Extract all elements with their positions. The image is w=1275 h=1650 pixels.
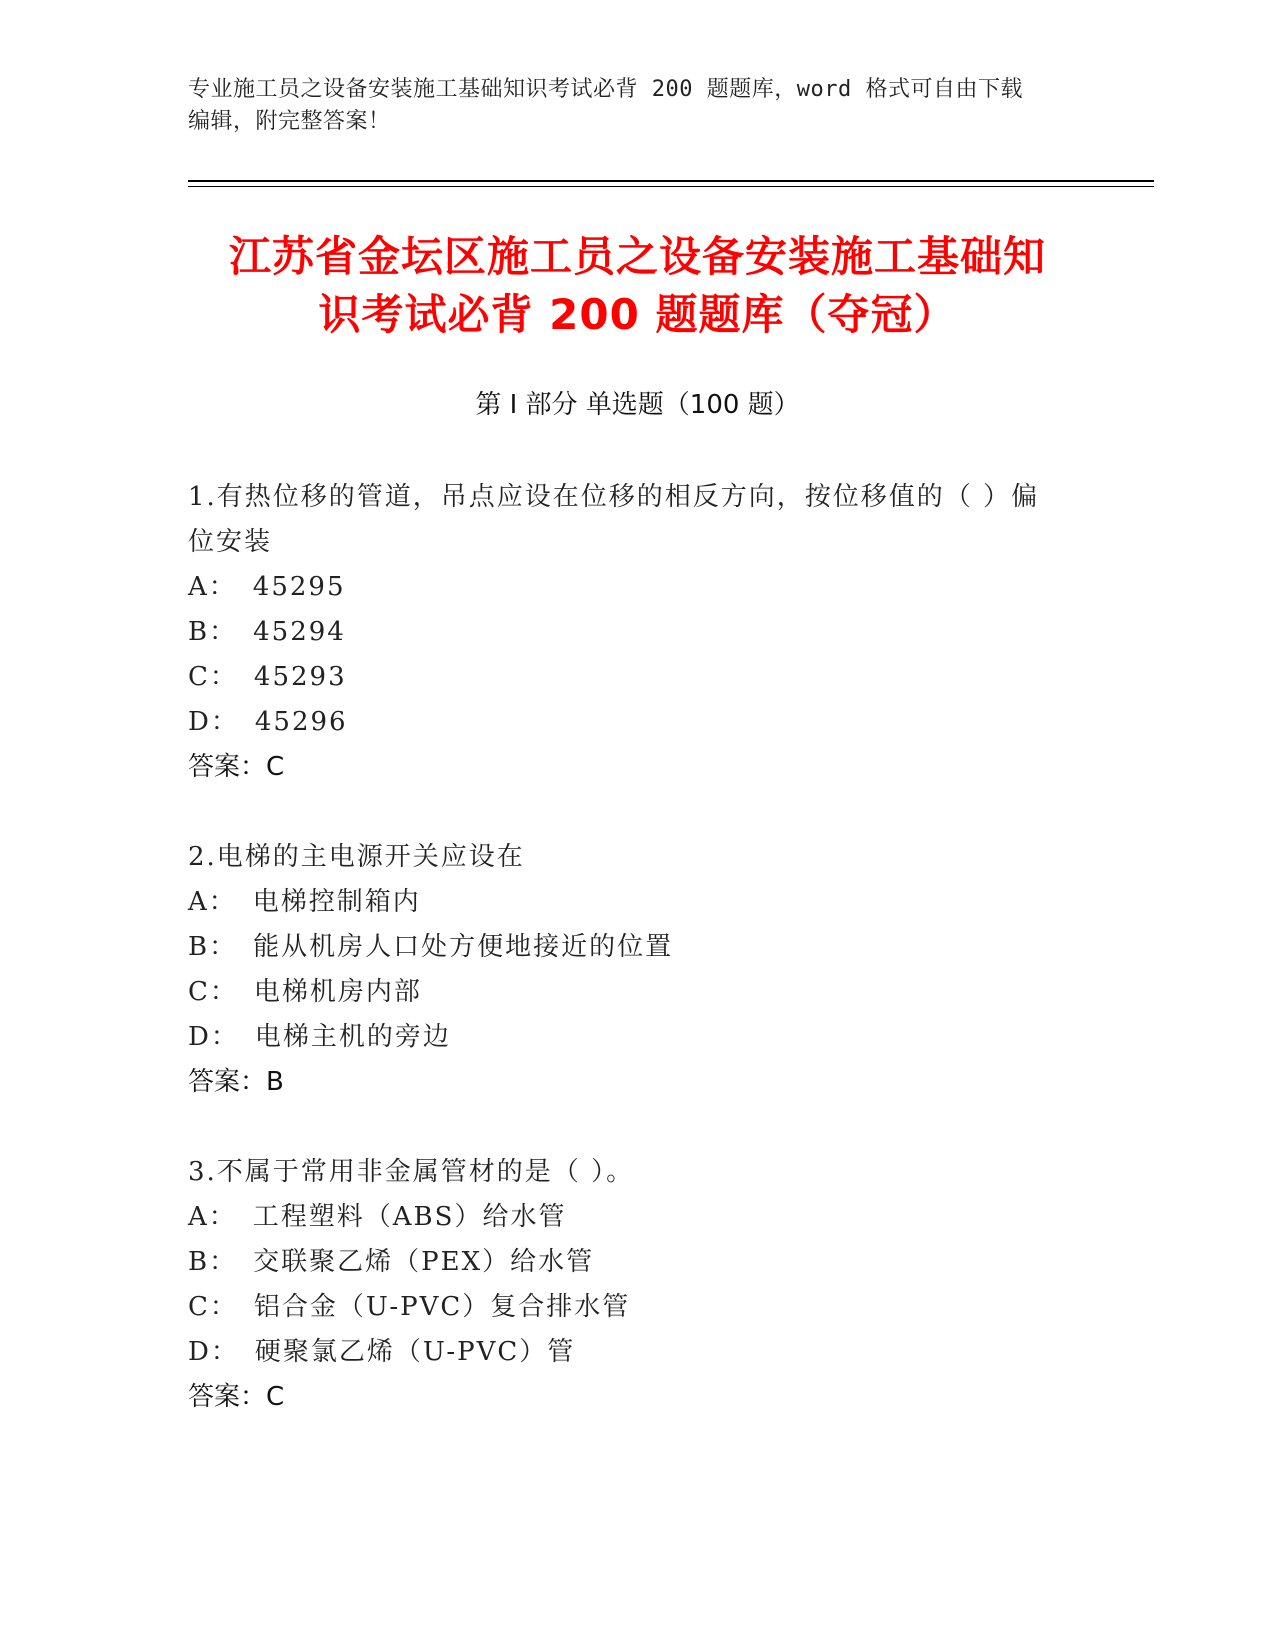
question-stem — [188, 475, 1088, 565]
option-d — [188, 1330, 1088, 1375]
answer-line: 答案：C — [188, 1382, 285, 1412]
question-stem — [188, 1150, 1088, 1195]
option-key: B： — [188, 1247, 238, 1277]
header-note-line-1: 专业施工员之设备安装施工基础知识考试必背 200 题题库，word 格式可自由下载 — [188, 77, 1023, 102]
option-key: A： — [188, 887, 237, 917]
option-key: D： — [188, 1022, 239, 1052]
option-key: A： — [188, 572, 237, 602]
option-text: 电梯主机的旁边 — [254, 1022, 451, 1052]
option-text: 工程塑料（ABS）给水管 — [252, 1202, 567, 1232]
question-stem-line-2: 位安装 — [188, 527, 273, 557]
option-key: C： — [188, 977, 238, 1007]
option-text: 能从机房人口处方便地接近的位置 — [253, 932, 674, 962]
option-text: 电梯控制箱内 — [252, 887, 421, 917]
option-a — [188, 565, 1088, 610]
header-note-line-2: 编辑，附完整答案！ — [188, 109, 391, 134]
option-text: 交联聚乙烯（PEX）给水管 — [253, 1247, 595, 1277]
header-rule-thin — [188, 186, 1154, 187]
option-key: D： — [188, 707, 239, 737]
option-a — [188, 1195, 1088, 1240]
option-key: C： — [188, 1292, 238, 1322]
document-title-line-1: 江苏省金坛区施工员之设备安装施工基础知 — [228, 232, 1046, 281]
option-text: 电梯机房内部 — [253, 977, 422, 1007]
answer-line: 答案：B — [188, 1067, 284, 1097]
header-note — [188, 74, 1088, 138]
option-d — [188, 700, 1088, 745]
option-c — [188, 970, 1088, 1015]
option-key: A： — [188, 1202, 237, 1232]
document-title-line-2: 识考试必背 200 题题库（夺冠） — [318, 290, 957, 339]
option-key: D： — [188, 1337, 239, 1367]
option-text: 45293 — [253, 662, 347, 692]
option-d — [188, 1015, 1088, 1060]
option-text: 硬聚氯乙烯（U-PVC）管 — [254, 1337, 576, 1367]
option-c — [188, 655, 1088, 700]
question-1 — [188, 475, 1088, 790]
option-b — [188, 925, 1088, 970]
option-text: 45296 — [254, 707, 348, 737]
question-list — [188, 475, 1088, 1465]
option-text: 45294 — [253, 617, 346, 647]
section-heading: 第 I 部分 单选题（100 题） — [475, 390, 800, 420]
option-key: B： — [188, 932, 238, 962]
header-rule-thick — [188, 180, 1154, 182]
option-key: C： — [188, 662, 238, 692]
option-c — [188, 1285, 1088, 1330]
question-3 — [188, 1150, 1088, 1420]
document-title — [150, 228, 1125, 344]
question-stem-line-1: 3.不属于常用非金属管材的是（ ）。 — [188, 1157, 635, 1187]
option-b — [188, 1240, 1088, 1285]
question-stem-line-1: 2.电梯的主电源开关应设在 — [188, 842, 525, 872]
option-text: 铝合金（U-PVC）复合排水管 — [253, 1292, 631, 1322]
question-2 — [188, 835, 1088, 1105]
option-key: B： — [188, 617, 238, 647]
answer-line: 答案：C — [188, 752, 285, 782]
option-b — [188, 610, 1088, 655]
option-text: 45295 — [252, 572, 346, 602]
option-a — [188, 880, 1088, 925]
question-stem — [188, 835, 1088, 880]
question-stem-line-1: 1.有热位移的管道，吊点应设在位移的相反方向，按位移值的（ ）偏 — [188, 482, 1040, 512]
